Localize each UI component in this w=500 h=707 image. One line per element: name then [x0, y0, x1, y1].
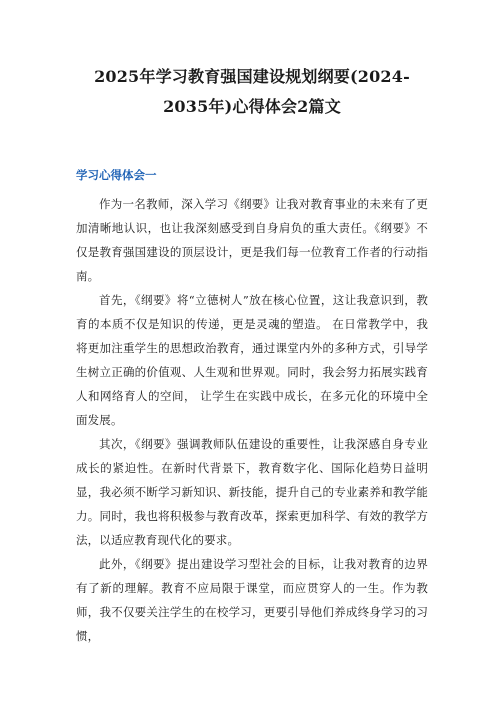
paragraph-1: 作为一名教师，深入学习《纲要》让我对教育事业的未来有了更加清晰地认识，也让我深刻感受到自身肩负的重大责任。《纲要》不仅是教育强国建设的顶层设计，更是我们每一位教育工作者的行动指南。 [76, 197, 428, 283]
paragraph-3: 其次，《纲要》强调教师队伍建设的重要性，让我深感自身专业成长的紧迫性。在新时代背景下，教育数字化、国际化趋势日益明显，我必须不断学习新知识、新技能，提升自己的专业素养和教学能力。同时，我也将积极参与教育改革，探索更加科学、有效的教学方法，以适应教育现代化的要求。 [76, 437, 428, 547]
section-1 [76, 166, 428, 648]
paragraph-4: 此外，《纲要》提出建设学习型社会的目标，让我对教育的边界有了新的理解。教育不应局限于课堂，而应贯穿人的一生。作为教师，我不仅要关注学生的在校学习，更要引导他们养成终身学习的习惯， [76, 557, 428, 643]
document-title: 2025年学习教育强国建设规划纲要(2024-2035年)心得体会2篇文 [94, 67, 410, 116]
paragraph-2: 首先，《纲要》将“立德树人”放在核心位置，这让我意识到，教育的本质不仅是知识的传递，更是灵魂的塑造。 在日常教学中，我将更加注重学生的思想政治教育，通过课堂内外的多种方式，引导学生树立正确的价值观、人生观和世界观。同时，我会努力拓展实践育人和网络育人的空间， 让学生在实践中成长，在多元化的环境中全面发展。 [76, 293, 428, 427]
section-heading: 学习心得体会一 [76, 168, 157, 182]
